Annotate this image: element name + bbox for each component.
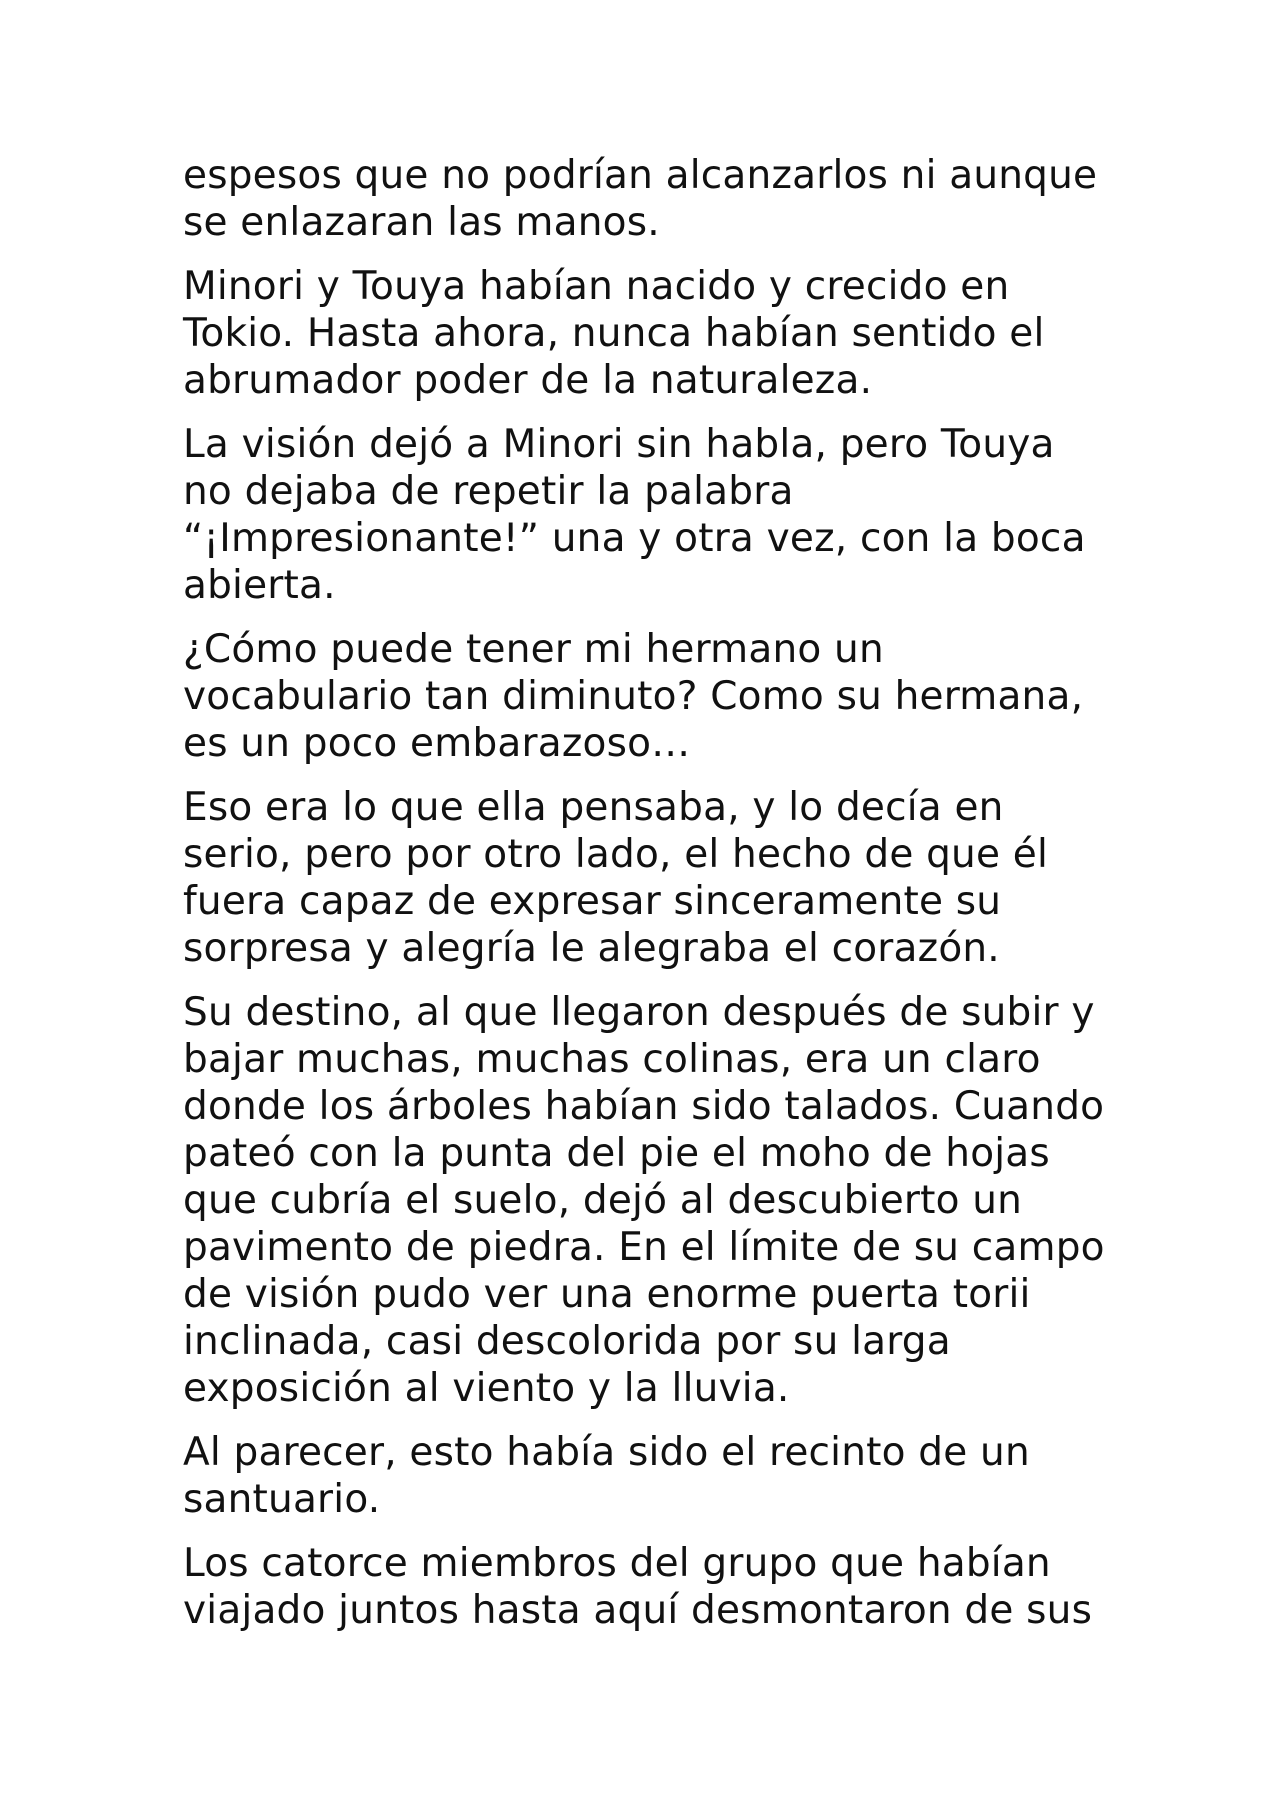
paragraph — [183, 626, 1113, 767]
text-line: santuario. — [183, 1477, 381, 1522]
text-line: Eso era lo que ella pensaba, y lo decía en — [183, 785, 1004, 830]
text-line: “¡Impresionante!” una y otra vez, con la boca — [183, 516, 1086, 561]
text-line: pavimento de piedra. En el límite de su campo — [183, 1225, 1105, 1270]
text-line: que cubría el suelo, dejó al descubierto un — [183, 1178, 1023, 1223]
text-line: se enlazaran las manos. — [183, 200, 660, 245]
text-line: serio, pero por otro lado, el hecho de que él — [183, 832, 1049, 877]
paragraph — [183, 263, 1113, 404]
text-line: Su destino, al que llegaron después de subir y — [183, 990, 1095, 1035]
text-line: sorpresa y alegría le alegraba el corazón. — [183, 926, 1000, 971]
text-line: Minori y Touya habían nacido y crecido en — [183, 264, 1010, 309]
text-line: pateó con la punta del pie el moho de hojas — [183, 1131, 1050, 1176]
text-line: bajar muchas, muchas colinas, era un claro — [183, 1037, 1041, 1082]
document-page — [183, 152, 1113, 1651]
text-line: no dejaba de repetir la palabra — [183, 469, 794, 514]
text-line: vocabulario tan diminuto? Como su hermana, — [183, 674, 1084, 719]
text-line: viajado juntos hasta aquí desmontaron de sus — [183, 1588, 1093, 1633]
text-line: ¿Cómo puede tener mi hermano un — [183, 627, 884, 672]
paragraph — [183, 152, 1113, 246]
text-line: abrumador poder de la naturaleza. — [183, 358, 873, 403]
text-line: de visión pudo ver una enorme puerta torii — [183, 1272, 1031, 1317]
paragraph — [183, 1540, 1113, 1634]
text-line: abierta. — [183, 563, 336, 608]
paragraph — [183, 1429, 1113, 1523]
text-line: donde los árboles habían sido talados. Cuando — [183, 1084, 1105, 1129]
paragraph — [183, 989, 1113, 1412]
text-line: espesos que no podrían alcanzarlos ni aunque — [183, 153, 1098, 198]
text-line: fuera capaz de expresar sinceramente su — [183, 879, 1002, 924]
text-line: Al parecer, esto había sido el recinto de un — [183, 1430, 1030, 1475]
text-line: inclinada, casi descolorida por su larga — [183, 1319, 951, 1364]
text-line: Tokio. Hasta ahora, nunca habían sentido el — [183, 311, 1045, 356]
paragraph — [183, 421, 1113, 609]
paragraph — [183, 784, 1113, 972]
text-line: es un poco embarazoso… — [183, 721, 691, 766]
text-line: exposición al viento y la lluvia. — [183, 1366, 790, 1411]
text-line: La visión dejó a Minori sin habla, pero Touya — [183, 422, 1055, 467]
text-line: Los catorce miembros del grupo que habían — [183, 1541, 1051, 1586]
